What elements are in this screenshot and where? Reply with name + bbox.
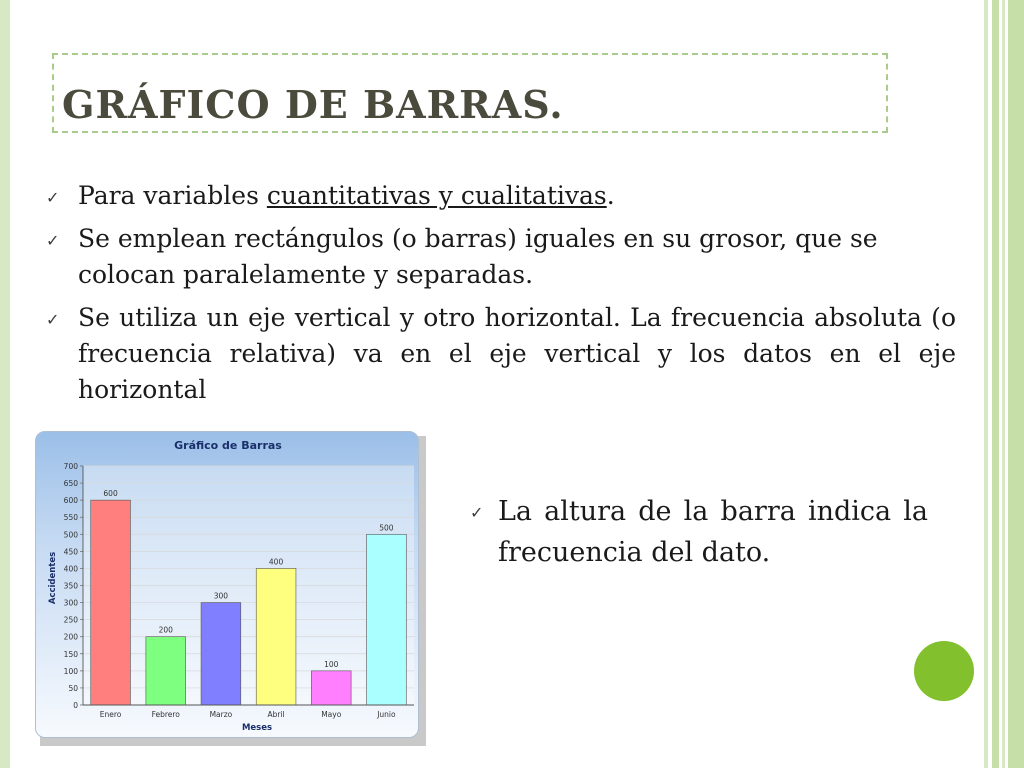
chart-y-tick-label: 50 (68, 683, 78, 693)
bullet-text: La altura de la barra indica la frecuencia del dato. (498, 496, 928, 568)
checkmark-icon: ✓ (46, 188, 60, 207)
chart-bar (311, 671, 351, 705)
chart-y-tick-label: 550 (63, 513, 78, 523)
chart-bar (367, 534, 407, 705)
chart-y-tick-label: 450 (63, 547, 78, 557)
chart-y-tick-label: 250 (63, 615, 78, 625)
chart-y-tick-label: 200 (63, 632, 78, 642)
chart-x-tick-label: Enero (99, 710, 122, 719)
chart-x-tick-label: Febrero (151, 710, 180, 719)
chart-bar (201, 603, 241, 705)
chart-y-tick-label: 100 (63, 666, 78, 676)
chart-y-tick-label: 650 (63, 479, 78, 489)
checkmark-icon: ✓ (46, 231, 60, 250)
chart-x-tick-label: Mayo (321, 710, 342, 719)
chart-data-label: 300 (213, 591, 229, 601)
chart-data-label: 500 (379, 523, 394, 533)
checkmark-icon: ✓ (470, 503, 484, 522)
bullet-underlined-text: cuantitativas y cualitativas (266, 181, 607, 210)
left-decor-bar (0, 0, 10, 768)
bullet-text: Se utiliza un eje vertical y otro horizontal. La frecuencia absoluta (o frecuencia relativa) va en el eje vertical y los datos en el eje horizontal (78, 303, 956, 404)
chart-bar (146, 637, 186, 705)
chart-bar (91, 500, 131, 705)
chart-data-label: 200 (158, 625, 173, 635)
chart-y-tick-label: 0 (73, 701, 78, 710)
chart-x-axis-label: Meses (241, 723, 273, 733)
chart-y-tick-label: 350 (63, 581, 78, 591)
chart-y-tick-label: 150 (63, 649, 78, 659)
chart-y-tick-label: 300 (63, 598, 78, 608)
bullet-list (46, 178, 956, 415)
bullet-text: Se emplean rectángulos (o barras) iguales en su grosor, que se colocan paralelamente y separadas. (78, 224, 878, 289)
bullet-text: . (606, 181, 615, 210)
chart-bar (256, 568, 296, 705)
chart-data-label: 600 (103, 489, 118, 499)
chart-y-tick-label: 500 (63, 530, 78, 540)
chart-data-label: 400 (268, 557, 284, 567)
bullet-rectangles (46, 221, 956, 293)
chart-y-tick-label: 600 (63, 496, 78, 506)
chart-y-axis-label: Accidentes (48, 551, 58, 605)
bullet-axes (46, 300, 956, 408)
chart-x-tick-label: Abril (267, 710, 285, 719)
chart-x-tick-label: Junio (377, 710, 396, 719)
checkmark-icon: ✓ (46, 310, 60, 329)
right-decor-stripes (978, 0, 1024, 768)
bar-chart (36, 432, 419, 738)
chart-y-tick-label: 700 (63, 462, 78, 471)
chart-x-tick-label: Marzo (209, 710, 233, 719)
slide-title: GRÁFICO DE BARRAS. (62, 82, 564, 127)
bullet-bar-height (468, 491, 928, 573)
bullet-variables (46, 178, 956, 214)
chart-y-tick-label: 400 (63, 564, 78, 574)
chart-data-label: 100 (324, 659, 339, 669)
bar-chart-frame (35, 431, 419, 738)
green-circle-decor (914, 641, 974, 701)
bullet-text: Para variables (78, 181, 267, 210)
chart-title: Gráfico de Barras (174, 439, 282, 452)
